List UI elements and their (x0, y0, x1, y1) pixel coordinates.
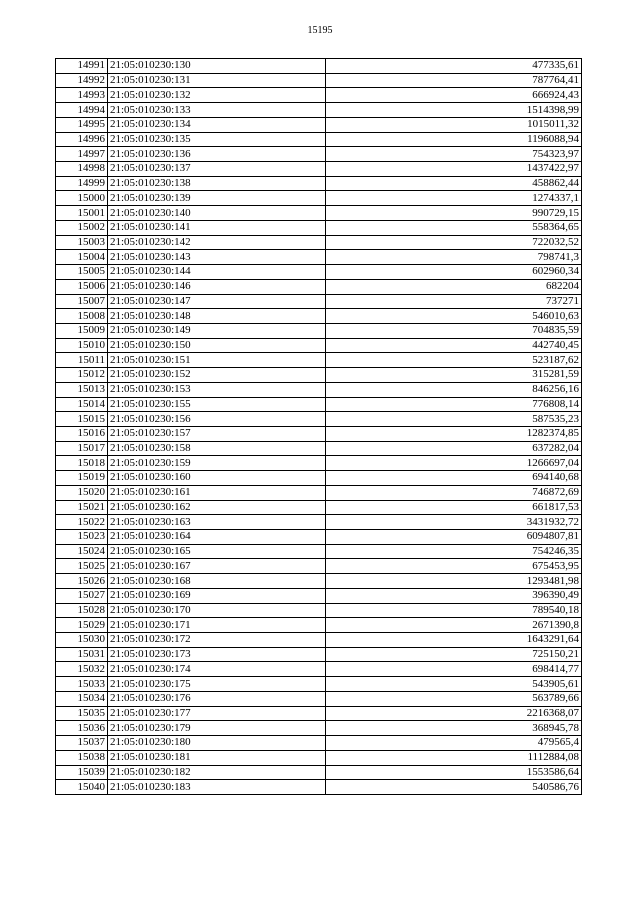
cadastral-number-cell: 21:05:010230:172 (108, 633, 326, 648)
cadastral-value-cell: 666924,43 (326, 88, 582, 103)
cadastral-number-cell: 21:05:010230:133 (108, 103, 326, 118)
cadastral-number-cell: 21:05:010230:140 (108, 206, 326, 221)
row-number-cell: 15030 (56, 633, 108, 648)
cadastral-value-cell: 458862,44 (326, 176, 582, 191)
table-row (56, 176, 582, 191)
cadastral-number-cell: 21:05:010230:169 (108, 588, 326, 603)
table-row (56, 147, 582, 162)
cadastral-number-cell: 21:05:010230:168 (108, 574, 326, 589)
cadastral-value-cell: 675453,95 (326, 559, 582, 574)
table-row (56, 220, 582, 235)
cadastral-value-cell: 442740,45 (326, 338, 582, 353)
row-number-cell: 14998 (56, 162, 108, 177)
row-number-cell: 15012 (56, 368, 108, 383)
table-body (56, 59, 582, 795)
cadastral-value-cell: 846256,16 (326, 382, 582, 397)
table-row (56, 574, 582, 589)
row-number-cell: 15011 (56, 353, 108, 368)
cadastral-value-cell: 682204 (326, 279, 582, 294)
cadastral-number-cell: 21:05:010230:170 (108, 603, 326, 618)
row-number-cell: 15020 (56, 485, 108, 500)
row-number-cell: 15038 (56, 750, 108, 765)
table-row (56, 603, 582, 618)
cadastral-number-cell: 21:05:010230:142 (108, 235, 326, 250)
cadastral-number-cell: 21:05:010230:151 (108, 353, 326, 368)
cadastral-value-cell: 776808,14 (326, 397, 582, 412)
table-row (56, 618, 582, 633)
table-row (56, 103, 582, 118)
row-number-cell: 14993 (56, 88, 108, 103)
table-row (56, 309, 582, 324)
cadastral-value-cell: 477335,61 (326, 59, 582, 74)
cadastral-number-cell: 21:05:010230:141 (108, 220, 326, 235)
row-number-cell: 15024 (56, 544, 108, 559)
cadastral-value-cell: 587535,23 (326, 412, 582, 427)
cadastral-value-cell: 2671390,8 (326, 618, 582, 633)
table-row (56, 530, 582, 545)
table-row (56, 162, 582, 177)
cadastral-number-cell: 21:05:010230:135 (108, 132, 326, 147)
table-row (56, 338, 582, 353)
cadastral-number-cell: 21:05:010230:134 (108, 117, 326, 132)
cadastral-value-cell: 396390,49 (326, 588, 582, 603)
row-number-cell: 15016 (56, 426, 108, 441)
row-number-cell: 15001 (56, 206, 108, 221)
cadastral-number-cell: 21:05:010230:182 (108, 765, 326, 780)
row-number-cell: 14997 (56, 147, 108, 162)
page-number: 15195 (307, 25, 333, 36)
row-number-cell: 15040 (56, 780, 108, 795)
cadastral-value-cell: 558364,65 (326, 220, 582, 235)
row-number-cell: 15025 (56, 559, 108, 574)
cadastral-value-cell: 546010,63 (326, 309, 582, 324)
cadastral-value-cell: 661817,53 (326, 500, 582, 515)
cadastral-number-cell: 21:05:010230:139 (108, 191, 326, 206)
cadastral-number-cell: 21:05:010230:175 (108, 677, 326, 692)
cadastral-value-cell: 1643291,64 (326, 633, 582, 648)
table-row (56, 426, 582, 441)
cadastral-number-cell: 21:05:010230:157 (108, 426, 326, 441)
cadastral-number-cell: 21:05:010230:152 (108, 368, 326, 383)
cadastral-number-cell: 21:05:010230:165 (108, 544, 326, 559)
cadastral-number-cell: 21:05:010230:143 (108, 250, 326, 265)
row-number-cell: 15035 (56, 706, 108, 721)
row-number-cell: 14992 (56, 73, 108, 88)
row-number-cell: 15006 (56, 279, 108, 294)
table-row (56, 250, 582, 265)
cadastral-value-cell: 368945,78 (326, 721, 582, 736)
table-row (56, 691, 582, 706)
cadastral-value-cell: 725150,21 (326, 647, 582, 662)
table-row (56, 235, 582, 250)
row-number-cell: 15008 (56, 309, 108, 324)
row-number-cell: 14994 (56, 103, 108, 118)
row-number-cell: 15019 (56, 471, 108, 486)
table-row (56, 397, 582, 412)
table-row (56, 500, 582, 515)
cadastral-value-cell: 6094807,81 (326, 530, 582, 545)
cadastral-number-cell: 21:05:010230:183 (108, 780, 326, 795)
cadastral-number-cell: 21:05:010230:176 (108, 691, 326, 706)
cadastral-number-cell: 21:05:010230:155 (108, 397, 326, 412)
table-row (56, 59, 582, 74)
row-number-cell: 14991 (56, 59, 108, 74)
cadastral-number-cell: 21:05:010230:158 (108, 441, 326, 456)
cadastral-value-cell: 1293481,98 (326, 574, 582, 589)
cadastral-value-cell: 704835,59 (326, 323, 582, 338)
cadastral-value-cell: 722032,52 (326, 235, 582, 250)
cadastral-value-cell: 789540,18 (326, 603, 582, 618)
cadastral-number-cell: 21:05:010230:146 (108, 279, 326, 294)
table-row (56, 559, 582, 574)
row-number-cell: 15034 (56, 691, 108, 706)
table-row (56, 412, 582, 427)
cadastral-value-cell: 315281,59 (326, 368, 582, 383)
cadastral-value-table (55, 58, 582, 795)
row-number-cell: 15005 (56, 265, 108, 280)
cadastral-value-cell: 698414,77 (326, 662, 582, 677)
cadastral-number-cell: 21:05:010230:131 (108, 73, 326, 88)
row-number-cell: 15013 (56, 382, 108, 397)
row-number-cell: 15036 (56, 721, 108, 736)
cadastral-number-cell: 21:05:010230:156 (108, 412, 326, 427)
row-number-cell: 15004 (56, 250, 108, 265)
table-row (56, 471, 582, 486)
cadastral-value-cell: 602960,34 (326, 265, 582, 280)
row-number-cell: 14995 (56, 117, 108, 132)
table-row (56, 588, 582, 603)
table-row (56, 485, 582, 500)
cadastral-number-cell: 21:05:010230:177 (108, 706, 326, 721)
row-number-cell: 15033 (56, 677, 108, 692)
cadastral-number-cell: 21:05:010230:144 (108, 265, 326, 280)
cadastral-value-cell: 1553586,64 (326, 765, 582, 780)
cadastral-value-cell: 1266697,04 (326, 456, 582, 471)
row-number-cell: 15022 (56, 515, 108, 530)
cadastral-number-cell: 21:05:010230:149 (108, 323, 326, 338)
row-number-cell: 15026 (56, 574, 108, 589)
cadastral-value-cell: 637282,04 (326, 441, 582, 456)
table-row (56, 279, 582, 294)
cadastral-number-cell: 21:05:010230:138 (108, 176, 326, 191)
cadastral-value-cell: 798741,3 (326, 250, 582, 265)
row-number-cell: 14999 (56, 176, 108, 191)
cadastral-number-cell: 21:05:010230:153 (108, 382, 326, 397)
row-number-cell: 15039 (56, 765, 108, 780)
cadastral-number-cell: 21:05:010230:174 (108, 662, 326, 677)
row-number-cell: 14996 (56, 132, 108, 147)
table-row (56, 765, 582, 780)
table-row (56, 736, 582, 751)
row-number-cell: 15037 (56, 736, 108, 751)
cadastral-value-cell: 2216368,07 (326, 706, 582, 721)
cadastral-number-cell: 21:05:010230:181 (108, 750, 326, 765)
cadastral-value-cell: 737271 (326, 294, 582, 309)
table-row (56, 662, 582, 677)
row-number-cell: 15002 (56, 220, 108, 235)
table-row (56, 368, 582, 383)
cadastral-value-cell: 694140,68 (326, 471, 582, 486)
table-row (56, 191, 582, 206)
table-row (56, 721, 582, 736)
row-number-cell: 15018 (56, 456, 108, 471)
row-number-cell: 15015 (56, 412, 108, 427)
cadastral-value-cell: 3431932,72 (326, 515, 582, 530)
table-row (56, 132, 582, 147)
cadastral-number-cell: 21:05:010230:132 (108, 88, 326, 103)
cadastral-value-cell: 746872,69 (326, 485, 582, 500)
table-row (56, 265, 582, 280)
cadastral-number-cell: 21:05:010230:180 (108, 736, 326, 751)
table-row (56, 441, 582, 456)
table-row (56, 206, 582, 221)
row-number-cell: 15007 (56, 294, 108, 309)
row-number-cell: 15028 (56, 603, 108, 618)
cadastral-number-cell: 21:05:010230:136 (108, 147, 326, 162)
cadastral-value-cell: 990729,15 (326, 206, 582, 221)
table-row (56, 780, 582, 795)
cadastral-value-cell: 787764,41 (326, 73, 582, 88)
cadastral-number-cell: 21:05:010230:171 (108, 618, 326, 633)
cadastral-number-cell: 21:05:010230:167 (108, 559, 326, 574)
cadastral-number-cell: 21:05:010230:160 (108, 471, 326, 486)
cadastral-value-cell: 1514398,99 (326, 103, 582, 118)
table-row (56, 544, 582, 559)
row-number-cell: 15014 (56, 397, 108, 412)
cadastral-number-cell: 21:05:010230:162 (108, 500, 326, 515)
row-number-cell: 15032 (56, 662, 108, 677)
row-number-cell: 15009 (56, 323, 108, 338)
cadastral-number-cell: 21:05:010230:148 (108, 309, 326, 324)
row-number-cell: 15031 (56, 647, 108, 662)
table-row (56, 382, 582, 397)
row-number-cell: 15023 (56, 530, 108, 545)
table-row (56, 323, 582, 338)
cadastral-value-cell: 1015011,32 (326, 117, 582, 132)
cadastral-number-cell: 21:05:010230:161 (108, 485, 326, 500)
cadastral-number-cell: 21:05:010230:159 (108, 456, 326, 471)
cadastral-number-cell: 21:05:010230:137 (108, 162, 326, 177)
cadastral-value-cell: 543905,61 (326, 677, 582, 692)
table-row (56, 117, 582, 132)
row-number-cell: 15010 (56, 338, 108, 353)
cadastral-value-cell: 1196088,94 (326, 132, 582, 147)
cadastral-number-cell: 21:05:010230:164 (108, 530, 326, 545)
table-row (56, 750, 582, 765)
row-number-cell: 15000 (56, 191, 108, 206)
table-row (56, 706, 582, 721)
cadastral-value-cell: 1282374,85 (326, 426, 582, 441)
table-row (56, 353, 582, 368)
table-row (56, 456, 582, 471)
row-number-cell: 15017 (56, 441, 108, 456)
row-number-cell: 15029 (56, 618, 108, 633)
table-row (56, 73, 582, 88)
cadastral-value-cell: 754246,35 (326, 544, 582, 559)
cadastral-value-cell: 754323,97 (326, 147, 582, 162)
table-row (56, 88, 582, 103)
table-row (56, 647, 582, 662)
row-number-cell: 15027 (56, 588, 108, 603)
cadastral-value-cell: 1112884,08 (326, 750, 582, 765)
cadastral-number-cell: 21:05:010230:130 (108, 59, 326, 74)
cadastral-number-cell: 21:05:010230:173 (108, 647, 326, 662)
table-row (56, 677, 582, 692)
cadastral-value-cell: 1437422,97 (326, 162, 582, 177)
cadastral-number-cell: 21:05:010230:179 (108, 721, 326, 736)
cadastral-value-cell: 563789,66 (326, 691, 582, 706)
table-row (56, 515, 582, 530)
cadastral-number-cell: 21:05:010230:147 (108, 294, 326, 309)
row-number-cell: 15003 (56, 235, 108, 250)
cadastral-number-cell: 21:05:010230:163 (108, 515, 326, 530)
cadastral-value-cell: 1274337,1 (326, 191, 582, 206)
cadastral-number-cell: 21:05:010230:150 (108, 338, 326, 353)
cadastral-value-cell: 523187,62 (326, 353, 582, 368)
table-row (56, 633, 582, 648)
row-number-cell: 15021 (56, 500, 108, 515)
table-row (56, 294, 582, 309)
cadastral-value-cell: 540586,76 (326, 780, 582, 795)
cadastral-value-cell: 479565,4 (326, 736, 582, 751)
